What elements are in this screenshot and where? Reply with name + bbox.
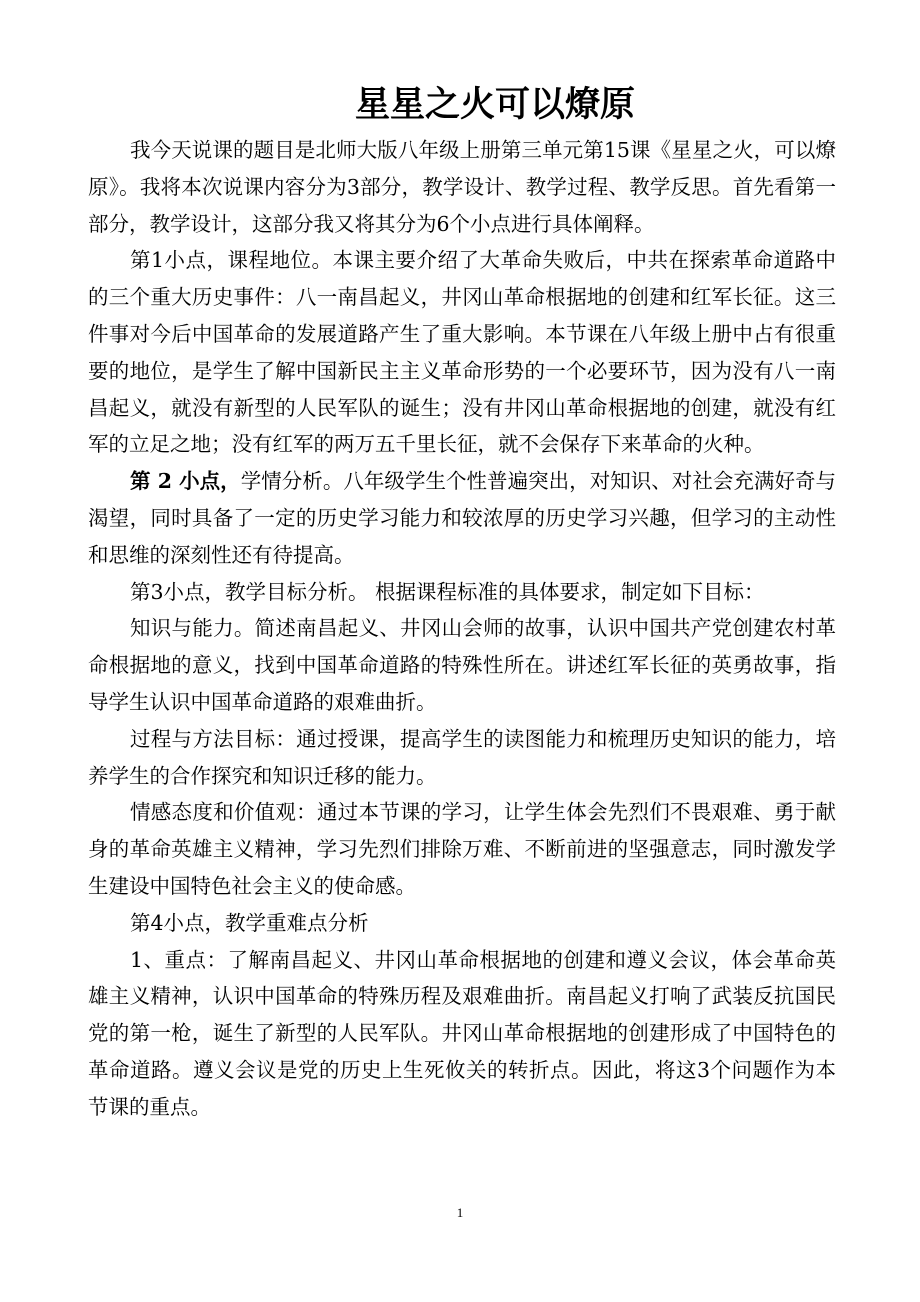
paragraph-goal-analysis bbox=[88, 574, 836, 611]
paragraph-intro bbox=[88, 132, 836, 242]
paragraph-student-analysis bbox=[88, 463, 836, 573]
paragraph-emotion-values bbox=[88, 794, 836, 904]
paragraph-text: 情感态度和价值观：通过本节课的学习，让学生体会先烈们不畏艰难、勇于献身的革命英雄主义精神，学习先烈们排除万难、不断前进的坚强意志，同时激发学生建设中国特色社会主义的使命感。 bbox=[88, 800, 836, 898]
paragraph-process-method bbox=[88, 721, 836, 795]
paragraph-lead-bold: 第 2 小点， bbox=[130, 469, 241, 494]
paragraph-text: 第3小点，教学目标分析。 根据课程标准的具体要求，制定如下目标： bbox=[130, 579, 765, 604]
paragraph-text: 过程与方法目标：通过授课，提高学生的读图能力和梳理历史知识的能力，培养学生的合作探究和知识迁移的能力。 bbox=[88, 726, 836, 788]
paragraph-text: 学情分析。八年级学生个性普遍突出，对知识、对社会充满好奇与渴望，同时具备了一定的历史学习能力和较浓厚的历史学习兴趣，但学习的主动性和思维的深刻性还有待提高。 bbox=[88, 469, 837, 567]
paragraph-text: 第4小点，教学重难点分析 bbox=[130, 910, 369, 935]
paragraph-text: 第1小点，课程地位。本课主要介绍了大革命失败后，中共在探索革命道路中的三个重大历史事件：八一南昌起义，井冈山革命根据地的创建和红军长征。这三件事对今后中国革命的发展道路产生了重大影响。本节课在八年级上册中占有很重要的地位，是学生了解中国新民主主义革命形势的一个必要环节，因为没有八一南昌起义，就没有新型的人民军队的诞生；没有井冈山革命根据地的创建，就没有红军的立足之地；没有红军的两万五千里长征，就不会保存下来革命的火种。 bbox=[88, 248, 836, 457]
page-number: 1 bbox=[456, 1205, 464, 1220]
document-body bbox=[88, 132, 836, 1126]
paragraph-text: 1、重点：了解南昌起义、井冈山革命根据地的创建和遵义会议，体会革命英雄主义精神，认识中国革命的特殊历程及艰难曲折。南昌起义打响了武装反抗国民党的第一枪，诞生了新型的人民军队。井冈山革命根据地的创建形成了中国特色的革命道路。遵义会议是党的历史上生死攸关的转折点。因此，将这3个问题作为本节课的重点。 bbox=[88, 947, 836, 1119]
paragraph-key-points bbox=[88, 942, 836, 1126]
paragraph-key-difficulty-heading bbox=[88, 905, 836, 942]
paragraph-text: 我今天说课的题目是北师大版八年级上册第三单元第15课《星星之火，可以燎原》。我将本次说课内容分为3部分，教学设计、教学过程、教学反思。首先看第一部分，教学设计，这部分我又将其分为6个小点进行具体阐释。 bbox=[88, 138, 836, 236]
document-title: 星星之火可以燎原 bbox=[354, 85, 635, 125]
paragraph-course-position bbox=[88, 242, 836, 463]
paragraph-knowledge-ability bbox=[88, 610, 836, 720]
paragraph-text: 知识与能力。简述南昌起义、井冈山会师的故事，认识中国共产党创建农村革命根据地的意义，找到中国革命道路的特殊性所在。讲述红军长征的英勇故事，指导学生认识中国革命道路的艰难曲折。 bbox=[88, 616, 836, 714]
